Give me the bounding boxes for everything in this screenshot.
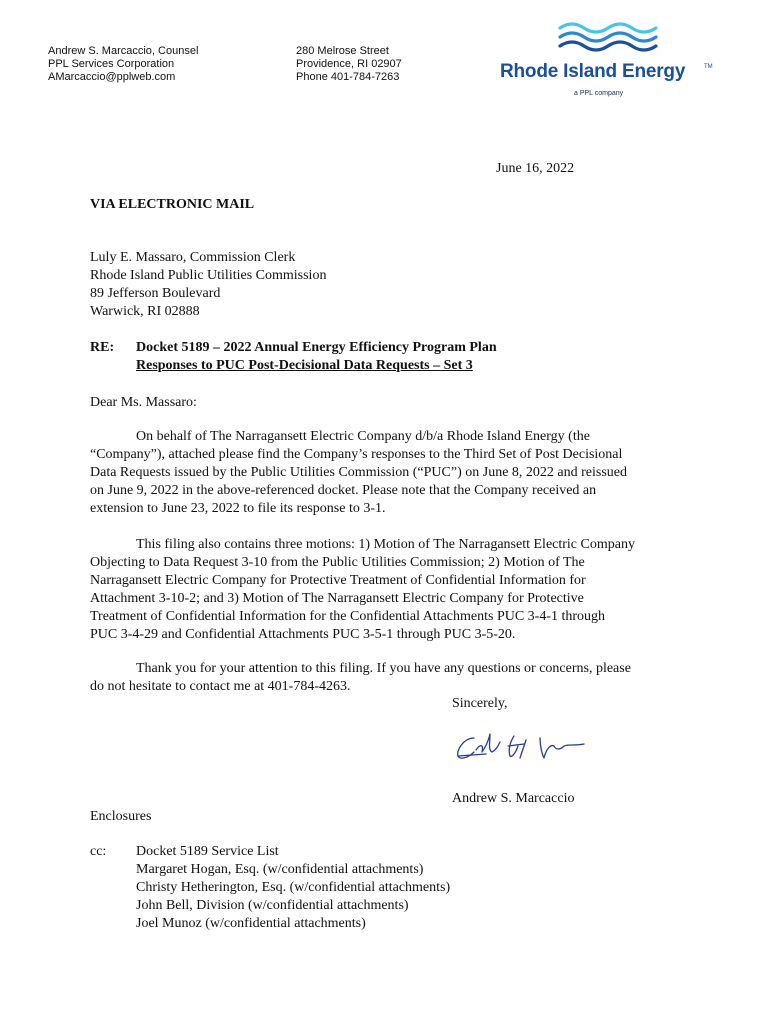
signature-image bbox=[452, 728, 602, 768]
subject-line: Docket 5189 – 2022 Annual Energy Efficiency Program Plan bbox=[136, 340, 497, 355]
sender-organization: PPL Services Corporation bbox=[48, 58, 175, 70]
paragraph-line: do not hesitate to contact me at 401-784-4263. bbox=[90, 679, 351, 694]
cc-list bbox=[136, 843, 450, 933]
paragraph-line: extension to June 23, 2022 to file its response to 3-1. bbox=[90, 501, 386, 516]
sender-name: Andrew S. Marcaccio, Counsel bbox=[48, 45, 199, 57]
letter-date: June 16, 2022 bbox=[496, 161, 575, 176]
paragraph-line: Narragansett Electric Company for Protective Treatment of Confidential Information for bbox=[90, 573, 586, 588]
cc-item: Christy Hetherington, Esq. (w/confidential attachments) bbox=[136, 880, 451, 895]
re-label: RE: bbox=[90, 340, 115, 355]
paragraph-line: PUC 3-4-29 and Confidential Attachments PUC 3-5-1 through PUC 3-5-20. bbox=[90, 627, 516, 642]
cc-item: Margaret Hogan, Esq. (w/confidential attachments) bbox=[136, 862, 424, 877]
sender-email: AMarcaccio@pplweb.com bbox=[48, 71, 176, 83]
body-paragraph-1 bbox=[90, 428, 690, 518]
paragraph-line: Objecting to Data Request 3-10 from the Public Utilities Commission; 2) Motion of The bbox=[90, 555, 585, 570]
signer-name: Andrew S. Marcaccio bbox=[452, 791, 575, 806]
recipient-line: Luly E. Massaro, Commission Clerk bbox=[90, 250, 296, 265]
paragraph-line: Thank you for your attention to this filing. If you have any questions or concerns, please bbox=[136, 661, 631, 676]
enclosures-label: Enclosures bbox=[90, 809, 152, 824]
cc-item: John Bell, Division (w/confidential attachments) bbox=[136, 898, 409, 913]
wave-logo-icon bbox=[558, 18, 658, 54]
logo-trademark: TM bbox=[704, 64, 713, 70]
paragraph-line: Data Requests issued by the Public Utilities Commission (“PUC”) on June 8, 2022 and reissued bbox=[90, 465, 628, 480]
sender-street: 280 Melrose Street bbox=[296, 45, 389, 57]
body-paragraph-3 bbox=[90, 660, 690, 696]
logo-subtitle: a PPL company bbox=[574, 90, 624, 97]
recipient-line: Rhode Island Public Utilities Commission bbox=[90, 268, 327, 283]
logo-wordmark: Rhode Island Energy bbox=[500, 61, 686, 82]
sender-city: Providence, RI 02907 bbox=[296, 58, 402, 70]
recipient-address bbox=[90, 249, 326, 321]
sender-address-block bbox=[296, 45, 402, 84]
paragraph-line: “Company”), attached please find the Company’s responses to the Third Set of Post Decisional bbox=[90, 447, 623, 462]
cc-item: Joel Munoz (w/confidential attachments) bbox=[136, 916, 366, 931]
delivery-method: VIA ELECTRONIC MAIL bbox=[90, 197, 255, 212]
recipient-line: 89 Jefferson Boulevard bbox=[90, 286, 221, 301]
paragraph-line: This filing also contains three motions: 1) Motion of The Narragansett Electric Company bbox=[136, 537, 635, 552]
paragraph-line: on June 9, 2022 in the above-referenced docket. Please note that the Company received an bbox=[90, 483, 597, 498]
recipient-line: Warwick, RI 02888 bbox=[90, 304, 200, 319]
sender-block bbox=[48, 45, 198, 84]
cc-label: cc: bbox=[90, 844, 107, 859]
body-paragraph-2 bbox=[90, 536, 690, 644]
paragraph-line: Attachment 3-10-2; and 3) Motion of The Narragansett Electric Company for Protective bbox=[90, 591, 584, 606]
company-logo bbox=[498, 18, 718, 100]
paragraph-line: On behalf of The Narragansett Electric Company d/b/a Rhode Island Energy (the bbox=[136, 429, 590, 444]
closing: Sincerely, bbox=[452, 696, 508, 711]
cc-item: Docket 5189 Service List bbox=[136, 844, 279, 859]
sender-phone: Phone 401-784-7263 bbox=[296, 71, 400, 83]
salutation: Dear Ms. Massaro: bbox=[90, 395, 197, 410]
paragraph-line: Treatment of Confidential Information for the Confidential Attachments PUC 3-4-1 through bbox=[90, 609, 606, 624]
subject-subline: Responses to PUC Post-Decisional Data Requests – Set 3 bbox=[136, 358, 473, 373]
subject-block bbox=[136, 339, 497, 375]
